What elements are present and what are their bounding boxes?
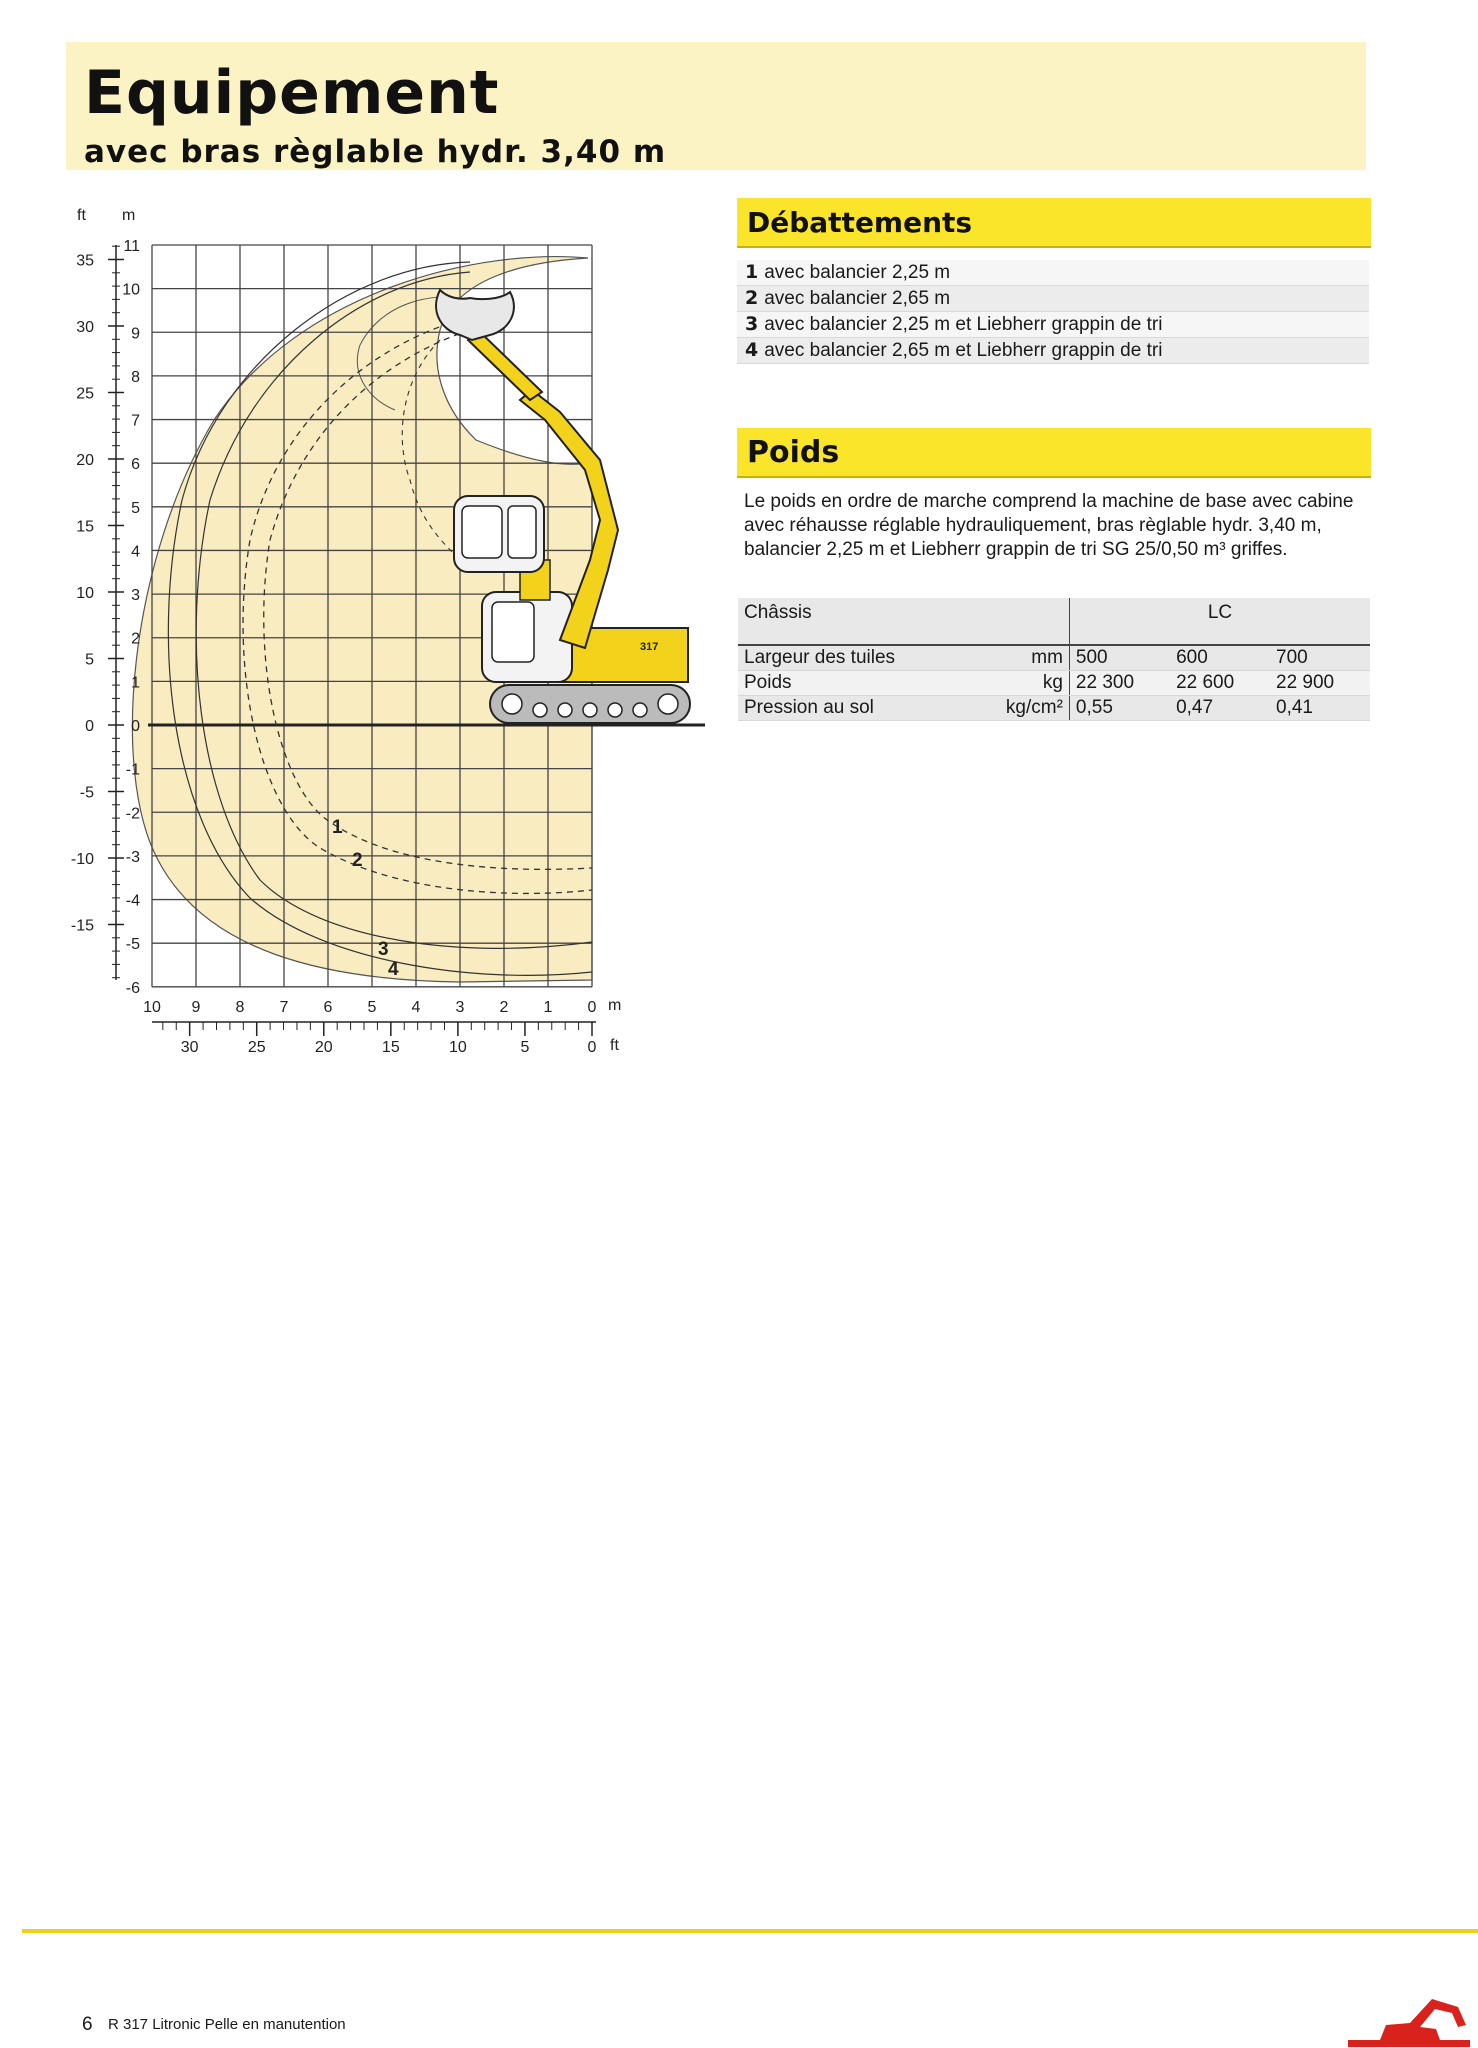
x-ft-tick-label: 5 bbox=[520, 1039, 530, 1056]
x-m-tick-label: 4 bbox=[411, 999, 421, 1016]
y-m-tick-label: -2 bbox=[125, 805, 140, 823]
y-m-tick-label: 11 bbox=[123, 238, 140, 255]
legend-num: 3 bbox=[745, 313, 759, 335]
curve-label-4: 4 bbox=[388, 959, 399, 980]
x-ft-tick-label: 10 bbox=[448, 1039, 467, 1056]
row-unit: kg bbox=[970, 671, 1069, 696]
y-m-tick-label: -1 bbox=[125, 761, 140, 779]
y-m-tick-label: -5 bbox=[125, 936, 140, 954]
curve-label-3: 3 bbox=[378, 939, 389, 960]
weight-table bbox=[738, 598, 1370, 721]
x-ft-tick-label: 30 bbox=[180, 1039, 199, 1056]
curve-label-1: 1 bbox=[332, 817, 343, 838]
x-ft-tick-label: 20 bbox=[314, 1039, 333, 1056]
machine-model-label: 317 bbox=[640, 641, 659, 653]
row-unit: mm bbox=[970, 645, 1069, 671]
chassis-header: Châssis bbox=[738, 598, 1069, 645]
list-item bbox=[737, 338, 1369, 364]
y-m-tick-label: 6 bbox=[131, 456, 140, 474]
table-cell: 0,47 bbox=[1170, 696, 1270, 721]
page-title: Equipement bbox=[84, 58, 500, 128]
poids-title: Poids bbox=[747, 435, 840, 470]
x-m-tick-label: 2 bbox=[499, 999, 509, 1016]
m-unit-label: m bbox=[122, 207, 136, 224]
y-m-tick-label: 1 bbox=[131, 674, 140, 692]
table-cell: 500 bbox=[1069, 645, 1170, 671]
footer-text: R 317 Litronic Pelle en manutention bbox=[108, 2016, 346, 2033]
y-m-tick-label: 10 bbox=[122, 281, 140, 299]
row-unit: kg/cm² bbox=[970, 696, 1069, 721]
x-ft-unit-label: ft bbox=[610, 1037, 619, 1054]
y-ft-tick-label: 30 bbox=[76, 318, 94, 336]
y-ft-tick-label: 5 bbox=[85, 651, 94, 669]
legend-text: avec balancier 2,25 m et Liebherr grappin de tri bbox=[764, 314, 1163, 335]
y-ft-tick-label: -15 bbox=[70, 917, 94, 935]
y-m-tick-label: 8 bbox=[131, 368, 140, 386]
legend-text: avec balancier 2,65 m et Liebherr grappin de tri bbox=[764, 340, 1163, 361]
poids-heading bbox=[737, 428, 1371, 478]
footer-line bbox=[22, 1929, 1478, 1933]
y-m-tick-label: 2 bbox=[131, 630, 140, 648]
x-m-tick-label: 0 bbox=[587, 999, 597, 1016]
excavator-stick bbox=[468, 330, 542, 400]
x-m-tick-label: 5 bbox=[367, 999, 377, 1016]
legend-text: avec balancier 2,65 m bbox=[764, 288, 951, 309]
y-ft-tick-label: -5 bbox=[79, 784, 94, 802]
lc-header: LC bbox=[1069, 598, 1370, 645]
table-cell: 600 bbox=[1170, 645, 1270, 671]
x-m-unit-label: m bbox=[608, 997, 622, 1014]
y-ft-tick-label: 15 bbox=[76, 518, 94, 536]
excavator-logo-icon bbox=[1340, 1985, 1478, 2048]
y-ft-tick-label: 35 bbox=[76, 252, 94, 270]
table-cell: 0,41 bbox=[1270, 696, 1370, 721]
y-ft-tick-label: 10 bbox=[76, 584, 94, 602]
y-m-tick-label: 4 bbox=[131, 543, 140, 561]
table-row bbox=[738, 696, 1370, 721]
legend-num: 4 bbox=[745, 339, 759, 361]
y-ft-tick-label: 20 bbox=[76, 451, 94, 469]
x-m-tick-label: 3 bbox=[455, 999, 465, 1016]
x-m-tick-label: 7 bbox=[279, 999, 289, 1016]
row-label: Largeur des tuiles bbox=[738, 645, 970, 671]
y-m-tick-label: -4 bbox=[125, 892, 140, 910]
table-header-row bbox=[738, 598, 1370, 645]
table-cell: 700 bbox=[1270, 645, 1370, 671]
y-m-tick-label: -6 bbox=[125, 979, 140, 997]
y-m-tick-label: 7 bbox=[131, 412, 140, 430]
row-label: Pression au sol bbox=[738, 696, 970, 721]
x-ft-tick-label: 0 bbox=[587, 1039, 597, 1056]
x-m-tick-label: 1 bbox=[543, 999, 553, 1016]
poids-description: Le poids en ordre de marche comprend la machine de base avec cabine avec réhausse réglable hydrauliquement, bras règlable hydr. 3,40 m, balancier 2,25 m et Liebherr grappin de tri SG 25/0,50 m³ griffes. bbox=[744, 491, 1354, 560]
list-item bbox=[737, 286, 1369, 312]
table-cell: 22 900 bbox=[1270, 671, 1370, 696]
table-row bbox=[738, 671, 1370, 696]
debattements-title: Débattements bbox=[747, 206, 973, 239]
page-number: 6 bbox=[82, 2014, 93, 2035]
y-m-tick-label: -3 bbox=[125, 848, 140, 866]
y-ft-tick-label: -10 bbox=[70, 851, 94, 869]
y-m-tick-label: 5 bbox=[131, 499, 140, 517]
legend-num: 2 bbox=[745, 287, 759, 309]
list-item bbox=[737, 312, 1369, 338]
curve-label-2: 2 bbox=[352, 850, 363, 871]
x-m-tick-label: 6 bbox=[323, 999, 333, 1016]
table-row bbox=[738, 645, 1370, 671]
y-m-tick-label: 9 bbox=[131, 325, 140, 343]
ft-unit-label: ft bbox=[77, 207, 86, 224]
list-item bbox=[737, 260, 1369, 286]
x-ft-tick-label: 15 bbox=[381, 1039, 400, 1056]
page-subtitle: avec bras règlable hydr. 3,40 m bbox=[84, 134, 667, 170]
legend-text: avec balancier 2,25 m bbox=[764, 262, 951, 283]
y-m-tick-label: 0 bbox=[131, 718, 140, 735]
x-m-tick-label: 8 bbox=[235, 999, 245, 1016]
table-cell: 22 600 bbox=[1170, 671, 1270, 696]
x-m-tick-label: 9 bbox=[191, 999, 201, 1016]
debattements-heading bbox=[737, 198, 1371, 248]
table-cell: 22 300 bbox=[1069, 671, 1170, 696]
legend-num: 1 bbox=[745, 261, 759, 283]
debattements-list bbox=[737, 260, 1369, 364]
row-label: Poids bbox=[738, 671, 970, 696]
table-cell: 0,55 bbox=[1069, 696, 1170, 721]
y-m-tick-label: 3 bbox=[131, 587, 140, 605]
y-ft-tick-label: 0 bbox=[85, 718, 94, 735]
x-ft-tick-label: 25 bbox=[247, 1039, 266, 1056]
x-m-tick-label: 10 bbox=[143, 999, 161, 1016]
y-ft-tick-label: 25 bbox=[76, 385, 94, 403]
